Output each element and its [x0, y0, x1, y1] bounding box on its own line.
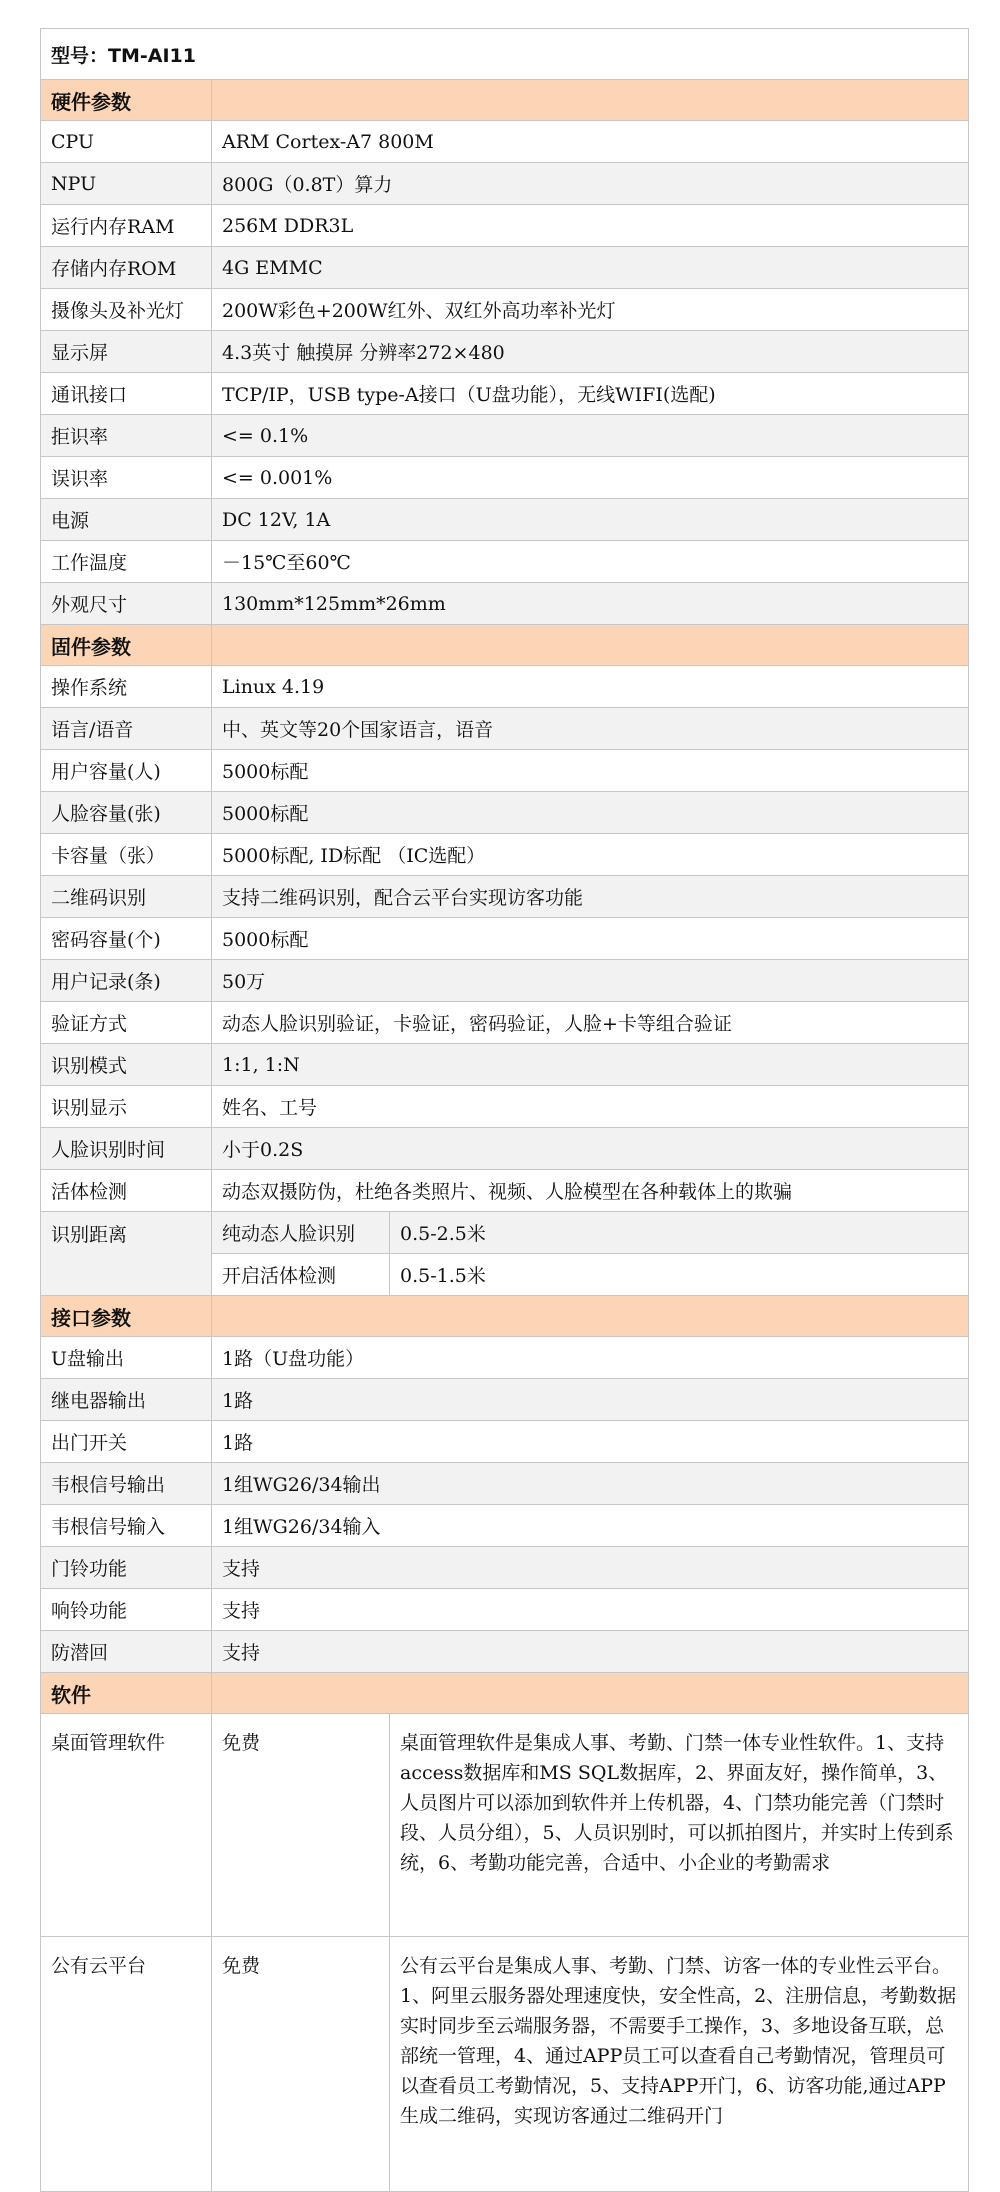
spec-value: 1组WG26/34输入 — [212, 1505, 969, 1547]
spec-value: 4.3英寸 触摸屏 分辨率272×480 — [212, 331, 969, 373]
spec-row — [41, 415, 969, 457]
section-title: 硬件参数 — [41, 80, 212, 121]
spec-label: 识别模式 — [41, 1044, 212, 1086]
spec-label: 误识率 — [41, 457, 212, 499]
spec-row — [41, 1547, 969, 1589]
distance-value: 0.5-2.5米 — [390, 1212, 969, 1254]
spec-value: 130mm*125mm*26mm — [212, 583, 969, 625]
spec-value: 1路（U盘功能） — [212, 1337, 969, 1379]
spec-label: 存储内存ROM — [41, 247, 212, 289]
spec-value: 5000标配 — [212, 750, 969, 792]
spec-row — [41, 331, 969, 373]
spec-value: <= 0.1% — [212, 415, 969, 457]
spec-row — [41, 1631, 969, 1673]
spec-row — [41, 247, 969, 289]
spec-label: 用户容量(人) — [41, 750, 212, 792]
spec-value: ARM Cortex-A7 800M — [212, 121, 969, 163]
spec-value: 1路 — [212, 1379, 969, 1421]
software-price: 免费 — [212, 1714, 390, 1937]
spec-row — [41, 1337, 969, 1379]
software-row — [41, 1937, 969, 2192]
spec-row — [41, 1421, 969, 1463]
spec-row — [41, 918, 969, 960]
spec-table — [40, 28, 969, 2192]
spec-row — [41, 1044, 969, 1086]
spec-value: 中、英文等20个国家语言，语音 — [212, 708, 969, 750]
spec-label: 拒识率 — [41, 415, 212, 457]
spec-row — [41, 583, 969, 625]
spec-value: 4G EMMC — [212, 247, 969, 289]
spec-value: 小于0.2S — [212, 1128, 969, 1170]
spec-row — [41, 1128, 969, 1170]
software-name: 公有云平台 — [41, 1937, 212, 2192]
software-name: 桌面管理软件 — [41, 1714, 212, 1937]
distance-row — [41, 1212, 969, 1254]
spec-row — [41, 1505, 969, 1547]
spec-label: 用户记录(条) — [41, 960, 212, 1002]
spec-label: 识别显示 — [41, 1086, 212, 1128]
spec-value: 动态人脸识别验证，卡验证，密码验证，人脸+卡等组合验证 — [212, 1002, 969, 1044]
section-title: 接口参数 — [41, 1296, 212, 1337]
software-row — [41, 1714, 969, 1937]
spec-row — [41, 834, 969, 876]
spec-value: TCP/IP，USB type-A接口（U盘功能），无线WIFI(选配) — [212, 373, 969, 415]
spec-row — [41, 1002, 969, 1044]
distance-mode: 开启活体检测 — [212, 1254, 390, 1296]
section-title: 固件参数 — [41, 625, 212, 666]
spec-row — [41, 121, 969, 163]
spec-label: 工作温度 — [41, 541, 212, 583]
spec-row — [41, 750, 969, 792]
spec-label: 通讯接口 — [41, 373, 212, 415]
spec-label: 门铃功能 — [41, 1547, 212, 1589]
spec-value: 800G（0.8T）算力 — [212, 163, 969, 205]
spec-row — [41, 666, 969, 708]
spec-value: 50万 — [212, 960, 969, 1002]
section-header-software — [41, 1673, 969, 1714]
spec-value: 1:1, 1:N — [212, 1044, 969, 1086]
spec-label: U盘输出 — [41, 1337, 212, 1379]
spec-label: 韦根信号输出 — [41, 1463, 212, 1505]
spec-value: 1路 — [212, 1421, 969, 1463]
spec-value: 支持二维码识别，配合云平台实现访客功能 — [212, 876, 969, 918]
spec-value: 5000标配 — [212, 792, 969, 834]
spec-label: 语言/语音 — [41, 708, 212, 750]
spec-value: －15℃至60℃ — [212, 541, 969, 583]
spec-row — [41, 1589, 969, 1631]
spec-row — [41, 960, 969, 1002]
spec-row — [41, 289, 969, 331]
spec-label: 验证方式 — [41, 1002, 212, 1044]
section-title: 软件 — [41, 1673, 212, 1714]
spec-table-body — [41, 29, 969, 2192]
spec-row — [41, 205, 969, 247]
spec-label: 电源 — [41, 499, 212, 541]
spec-label: 人脸容量(张) — [41, 792, 212, 834]
spec-row — [41, 1379, 969, 1421]
spec-label: 人脸识别时间 — [41, 1128, 212, 1170]
spec-value: 支持 — [212, 1589, 969, 1631]
spec-value: 5000标配, ID标配 （IC选配） — [212, 834, 969, 876]
spec-label: 二维码识别 — [41, 876, 212, 918]
spec-row — [41, 876, 969, 918]
section-header-firmware — [41, 625, 969, 666]
software-description: 桌面管理软件是集成人事、考勤、门禁一体专业性软件。1、支持access数据库和MS SQL数据库，2、界面友好，操作简单，3、人员图片可以添加到软件并上传机器，4、门禁功能完善（门禁时段、人员分组），5、人员识别时，可以抓拍图片，并实时上传到系统，6、考勤功能完善，合适中、小企业的考勤需求 — [390, 1714, 969, 1937]
distance-value: 0.5-1.5米 — [390, 1254, 969, 1296]
spec-label: CPU — [41, 121, 212, 163]
spec-label: NPU — [41, 163, 212, 205]
spec-row — [41, 457, 969, 499]
spec-label: 运行内存RAM — [41, 205, 212, 247]
spec-label: 响铃功能 — [41, 1589, 212, 1631]
software-description: 公有云平台是集成人事、考勤、门禁、访客一体的专业性云平台。1、阿里云服务器处理速度快，安全性高，2、注册信息，考勤数据实时同步至云端服务器，不需要手工操作，3、多地设备互联，总部统一管理，4、通过APP员工可以查看自己考勤情况，管理员可以查看员工考勤情况，5、支持APP开门，6、访客功能,通过APP生成二维码，实现访客通过二维码开门 — [390, 1937, 969, 2192]
spec-label: 外观尺寸 — [41, 583, 212, 625]
spec-value: 5000标配 — [212, 918, 969, 960]
spec-label: 继电器输出 — [41, 1379, 212, 1421]
section-header-interface — [41, 1296, 969, 1337]
spec-value: 256M DDR3L — [212, 205, 969, 247]
spec-row — [41, 708, 969, 750]
spec-label: 显示屏 — [41, 331, 212, 373]
spec-label: 识别距离 — [41, 1212, 212, 1296]
spec-label: 防潜回 — [41, 1631, 212, 1673]
spec-label: 密码容量(个) — [41, 918, 212, 960]
spec-value: 姓名、工号 — [212, 1086, 969, 1128]
spec-label: 活体检测 — [41, 1170, 212, 1212]
spec-value: Linux 4.19 — [212, 666, 969, 708]
software-price: 免费 — [212, 1937, 390, 2192]
spec-row — [41, 163, 969, 205]
spec-label: 韦根信号输入 — [41, 1505, 212, 1547]
model-title: 型号：TM-AI11 — [41, 29, 969, 80]
spec-row — [41, 541, 969, 583]
spec-label: 摄像头及补光灯 — [41, 289, 212, 331]
distance-mode: 纯动态人脸识别 — [212, 1212, 390, 1254]
spec-row — [41, 373, 969, 415]
spec-row — [41, 499, 969, 541]
spec-value: 支持 — [212, 1547, 969, 1589]
spec-label: 卡容量（张） — [41, 834, 212, 876]
spec-row — [41, 1463, 969, 1505]
spec-row — [41, 1170, 969, 1212]
spec-label: 出门开关 — [41, 1421, 212, 1463]
spec-row — [41, 1086, 969, 1128]
model-title-row — [41, 29, 969, 80]
spec-value: <= 0.001% — [212, 457, 969, 499]
spec-value: 200W彩色+200W红外、双红外高功率补光灯 — [212, 289, 969, 331]
section-header-hardware — [41, 80, 969, 121]
spec-value: 动态双摄防伪，杜绝各类照片、视频、人脸模型在各种载体上的欺骗 — [212, 1170, 969, 1212]
spec-value: 1组WG26/34输出 — [212, 1463, 969, 1505]
spec-value: 支持 — [212, 1631, 969, 1673]
spec-label: 操作系统 — [41, 666, 212, 708]
spec-row — [41, 792, 969, 834]
spec-value: DC 12V, 1A — [212, 499, 969, 541]
